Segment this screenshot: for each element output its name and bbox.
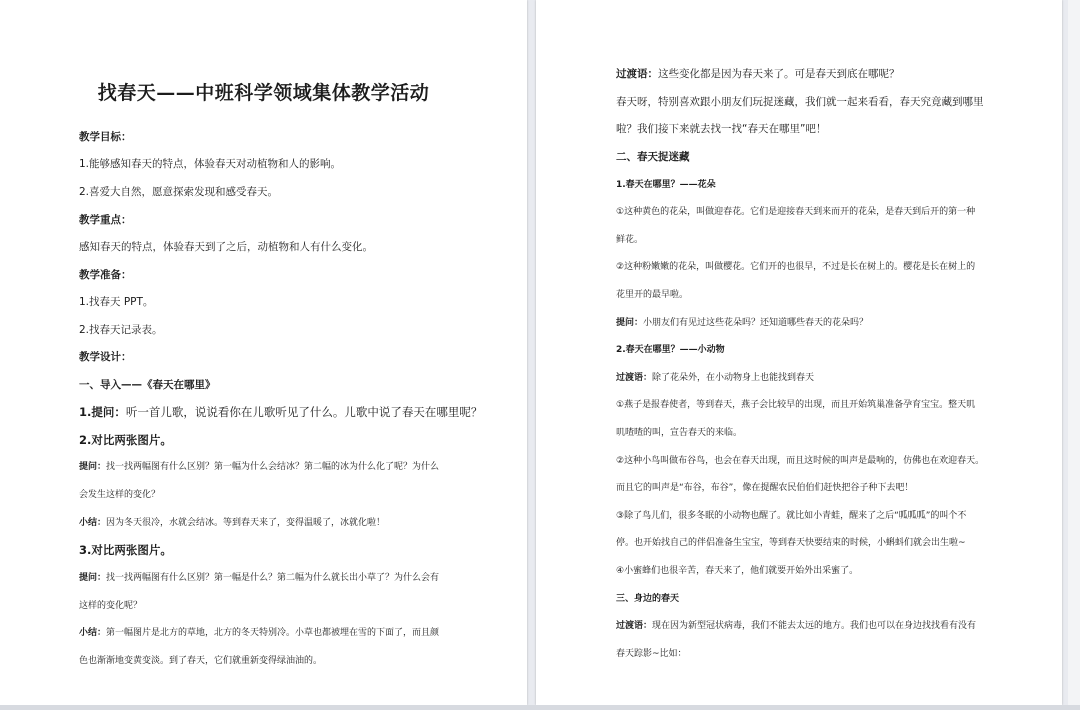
line-r15: [616, 481, 1056, 495]
line-l14: [79, 516, 524, 530]
line-label: 3.对比两张图片。: [79, 543, 172, 557]
line-text: 2.喜爱大自然，愿意探索发现和感受春天。: [79, 186, 279, 198]
line-text: 啦？我们接下来就去找一找“春天在哪里”吧！: [616, 123, 827, 135]
line-text: ①燕子是报春使者，等到春天，燕子会比较早的出现，而且开始筑巢准备孕育宝宝。整天叽: [616, 400, 976, 410]
line-r9: [616, 316, 1056, 330]
line-r18: [616, 564, 1056, 578]
line-r10: [616, 343, 1056, 357]
line-text: 因为冬天很冷，水就会结冰。等到春天来了，变得温暖了，冰就化啦！: [106, 518, 386, 528]
line-label: 提问：: [79, 573, 107, 583]
line-label: 过渡语：: [616, 373, 653, 383]
line-r3: [616, 150, 1056, 164]
line-l17: [79, 599, 524, 613]
line-label: 2.春天在哪里？——小动物: [616, 345, 725, 355]
line-text: 而且它的叫声是“布谷，布谷”，像在提醒农民伯伯们赶快把谷子种下去吧！: [616, 483, 914, 493]
line-text: 找一找两幅图有什么区别？第一幅为什么会结冰？第二幅的冰为什么化了呢？为什么: [106, 462, 440, 472]
scrollbar[interactable]: [1068, 0, 1080, 705]
line-label: 1.提问：: [79, 405, 126, 419]
line-text: 停。也开始找自己的伴侣准备生宝宝，等到春天快要结束的时候，小蝌蚪们就会出生啦~: [616, 538, 966, 548]
line-label: 一、导入——《春天在哪里》: [79, 379, 216, 391]
bottom-edge: [0, 705, 1080, 710]
line-text: 感知春天的特点，体验春天到了之后，动植物和人有什么变化。: [79, 241, 373, 253]
document-page-right: [536, 0, 1062, 705]
line-text: 现在因为新型冠状病毒，我们不能去太远的地方。我们也可以在身边找找看有没有: [652, 621, 977, 631]
line-label: 提问：: [79, 462, 107, 472]
line-l2: [79, 185, 524, 199]
line-text: 这样的变化呢？: [79, 601, 143, 611]
line-l0: [79, 130, 524, 144]
line-text: 第一幅图片是北方的草地，北方的冬天特别冷。小草也都被埋在雪的下面了，而且颜: [106, 628, 440, 638]
line-r13: [616, 426, 1056, 440]
line-l5: [79, 268, 524, 282]
line-text: 2.找春天记录表。: [79, 324, 163, 336]
line-l15: [79, 543, 524, 557]
line-r11: [616, 371, 1056, 385]
line-l4: [79, 240, 524, 254]
line-r8: [616, 288, 1056, 302]
line-text: 除了花朵外，在小动物身上也能找到春天: [652, 373, 815, 383]
line-label: 2.对比两张图片。: [79, 433, 172, 447]
line-r20: [616, 619, 1056, 633]
line-l16: [79, 571, 524, 585]
line-r17: [616, 536, 1056, 550]
line-text: 找一找两幅图有什么区别？第一幅是什么？第二幅为什么就长出小草了？为什么会有: [106, 573, 440, 583]
line-r19: [616, 592, 1056, 606]
line-label: 教学准备：: [79, 269, 132, 281]
line-l12: [79, 460, 524, 474]
line-l11: [79, 433, 524, 447]
line-label: 二、春天捉迷藏: [616, 151, 690, 163]
line-text: 小朋友们有见过这些花朵吗？还知道哪些春天的花朵吗？: [643, 318, 869, 328]
line-label: 过渡语：: [616, 621, 653, 631]
line-text: 会发生这样的变化？: [79, 490, 161, 500]
line-label: 三、身边的春天: [616, 594, 680, 604]
line-label: 小结：: [79, 518, 107, 528]
line-text: 听一首儿歌，说说看你在儿歌听见了什么。儿歌中说了春天在哪里呢？: [125, 405, 483, 419]
line-l10: [79, 405, 524, 419]
line-label: 教学设计：: [79, 351, 132, 363]
line-l7: [79, 323, 524, 337]
line-l13: [79, 488, 524, 502]
line-l6: [79, 295, 524, 309]
line-text: 叽喳喳的叫，宣告春天的来临。: [616, 428, 743, 438]
line-text: 春天踪影~比如：: [616, 649, 687, 659]
line-label: 过渡语：: [616, 68, 658, 80]
line-label: 教学重点：: [79, 214, 132, 226]
line-r5: [616, 205, 1056, 219]
line-l9: [79, 378, 524, 392]
line-label: 提问：: [616, 318, 644, 328]
line-text: 春天呀，特别喜欢跟小朋友们玩捉迷藏，我们就一起来看看，春天究竟藏到哪里: [616, 96, 984, 108]
line-l3: [79, 213, 524, 227]
line-r6: [616, 233, 1056, 247]
line-r7: [616, 260, 1056, 274]
line-l1: [79, 157, 524, 171]
line-text: ②这种粉嫩嫩的花朵，叫做樱花。它们开的也很早，不过是长在树上的。樱花是长在树上的: [616, 262, 976, 272]
line-r2: [616, 122, 1056, 136]
line-label: 小结：: [79, 628, 107, 638]
line-r16: [616, 509, 1056, 523]
line-text: 色也渐渐地变黄变淡。到了春天，它们就重新变得绿油油的。: [79, 656, 323, 666]
line-text: ①这种黄色的花朵，叫做迎春花。它们是迎接春天到来而开的花朵，是春天到后开的第一种: [616, 207, 976, 217]
document-title: 找春天——中班科学领域集体教学活动: [97, 82, 430, 104]
line-text: 这些变化都是因为春天来了。可是春天到底在哪呢？: [658, 68, 900, 80]
line-label: 1.春天在哪里？——花朵: [616, 180, 716, 190]
line-text: 1.找春天 PPT。: [79, 296, 154, 308]
line-r21: [616, 647, 1056, 661]
line-text: ②这种小鸟叫做布谷鸟，也会在春天出现，而且这时候的叫声是最响的，仿佛也在欢迎春天。: [616, 456, 985, 466]
line-text: ③除了鸟儿们，很多冬眠的小动物也醒了。就比如小青蛙，醒来了之后“呱呱呱”的叫个不: [616, 511, 967, 521]
line-text: 1.能够感知春天的特点，体验春天对动植物和人的影响。: [79, 158, 342, 170]
document-page-left: [0, 0, 527, 705]
line-l19: [79, 654, 524, 668]
line-l8: [79, 350, 524, 364]
line-text: 花里开的最早啦。: [616, 290, 689, 300]
line-text: ④小蜜蜂们也很辛苦，春天来了，他们就要开始外出采蜜了。: [616, 566, 859, 576]
line-r14: [616, 454, 1056, 468]
line-r0: [616, 67, 1056, 81]
line-r4: [616, 178, 1056, 192]
line-text: 鲜花。: [616, 235, 644, 245]
line-label: 教学目标：: [79, 131, 132, 143]
line-l18: [79, 626, 524, 640]
line-r12: [616, 398, 1056, 412]
line-r1: [616, 95, 1056, 109]
